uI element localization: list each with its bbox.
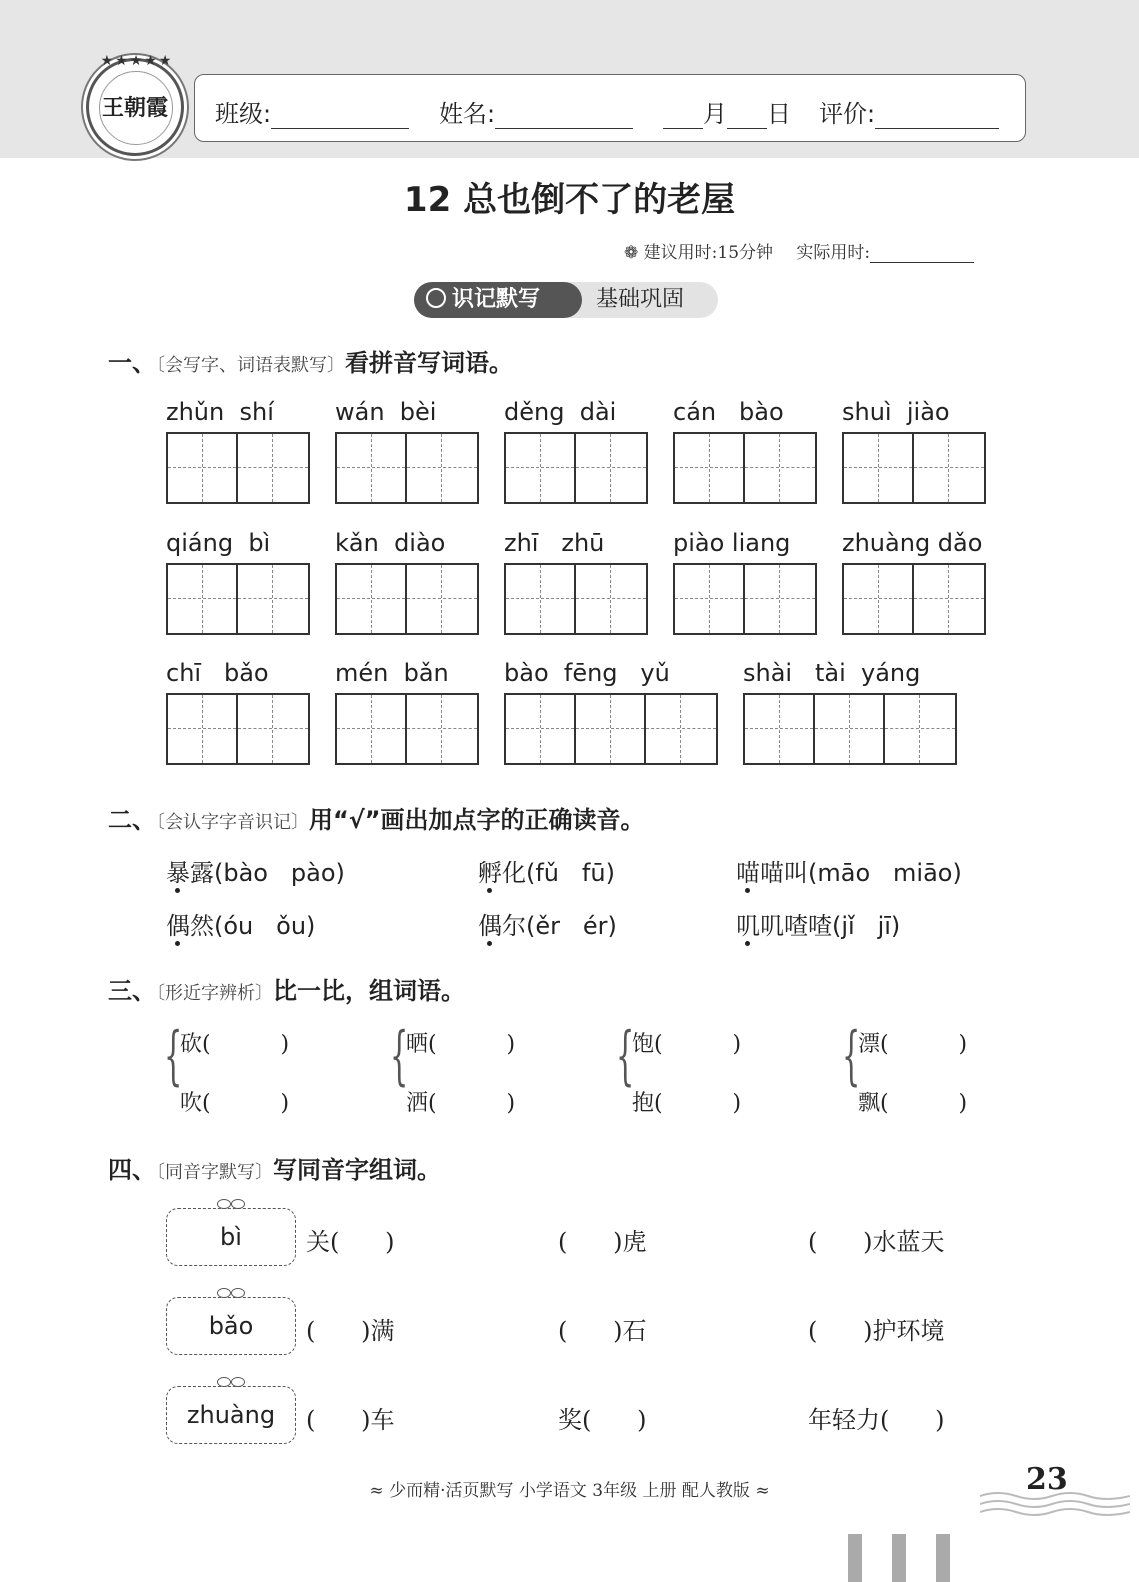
tianzige-cell[interactable] xyxy=(885,695,955,763)
rating-label: 评价: xyxy=(819,100,876,128)
tianzige-cell[interactable] xyxy=(576,695,646,763)
logo-text: 王朝霞 xyxy=(101,95,168,121)
brace-icon: { xyxy=(616,1019,635,1093)
writing-grid[interactable] xyxy=(166,563,310,635)
name-field xyxy=(439,94,633,129)
emphasis-dot xyxy=(175,888,180,893)
tianzige-cell[interactable] xyxy=(576,434,646,502)
suggested-time: 建议用时:15分钟 xyxy=(643,243,774,263)
month-label: 月 xyxy=(703,100,727,128)
writing-grid[interactable] xyxy=(673,432,817,504)
class-input[interactable] xyxy=(271,106,409,129)
writing-grid[interactable] xyxy=(335,432,479,504)
word-blank[interactable]: 飘( ) xyxy=(858,1091,968,1116)
writing-grid[interactable] xyxy=(504,432,648,504)
tianzige-cell[interactable] xyxy=(506,434,576,502)
pinyin-label: shuì jiào xyxy=(842,398,950,426)
bow-icon xyxy=(217,1199,245,1209)
word-blank[interactable]: 晒( ) xyxy=(406,1032,516,1057)
writing-grid[interactable] xyxy=(842,563,986,635)
tianzige-cell[interactable] xyxy=(407,565,477,633)
pinyin-box xyxy=(166,1386,296,1444)
writing-grid[interactable] xyxy=(335,563,479,635)
pinyin-label: piào liang xyxy=(673,529,791,557)
tianzige-cell[interactable] xyxy=(506,565,576,633)
bow-icon xyxy=(217,1288,245,1298)
time-bar xyxy=(624,238,974,263)
reading-item[interactable]: 喵喵叫(māo miāo) xyxy=(736,859,962,887)
class-label: 班级: xyxy=(215,100,272,128)
tianzige-cell[interactable] xyxy=(168,434,238,502)
homophone-blank[interactable]: 关( ) xyxy=(306,1228,395,1256)
date-field xyxy=(663,94,791,129)
tianzige-cell[interactable] xyxy=(844,565,914,633)
tianzige-cell[interactable] xyxy=(407,434,477,502)
page-tab xyxy=(848,1534,862,1582)
tianzige-cell[interactable] xyxy=(815,695,885,763)
question-4-heading: 四、〔同音字默写〕写同音字组词。 xyxy=(108,1156,441,1184)
tianzige-cell[interactable] xyxy=(337,565,407,633)
homophone-blank[interactable]: 年轻力( ) xyxy=(808,1406,945,1434)
homophone-blank[interactable]: 奖( ) xyxy=(558,1406,647,1434)
pinyin-label: zhǔn shí xyxy=(166,398,274,426)
name-label: 姓名: xyxy=(439,100,496,128)
star-icons: ★★★★★ xyxy=(100,53,174,69)
tianzige-cell[interactable] xyxy=(337,434,407,502)
pinyin-label: zhuàng dǎo xyxy=(842,529,983,557)
homophone-blank[interactable]: ( )虎 xyxy=(558,1228,647,1256)
brand-logo xyxy=(86,53,184,156)
pinyin-label: děng dài xyxy=(504,398,617,426)
rating-field xyxy=(819,94,999,129)
homophone-blank[interactable]: ( )护环境 xyxy=(808,1317,945,1345)
pinyin-label: zhī zhū xyxy=(504,529,605,557)
pinyin-label: qiáng bì xyxy=(166,529,271,557)
pinyin-box xyxy=(166,1208,296,1266)
page-tab xyxy=(892,1534,906,1582)
emphasis-dot xyxy=(745,941,750,946)
pinyin-box xyxy=(166,1297,296,1355)
reading-item[interactable]: 偶然(óu ǒu) xyxy=(166,912,316,940)
brace-icon: { xyxy=(842,1019,861,1093)
section-pill xyxy=(414,282,718,318)
month-input[interactable] xyxy=(663,106,703,129)
medal-icon xyxy=(426,288,446,308)
homophone-blank[interactable]: ( )车 xyxy=(306,1406,395,1434)
lesson-title: 12 总也倒不了的老屋 xyxy=(403,180,736,220)
tianzige-cell[interactable] xyxy=(168,565,238,633)
pinyin-text: zhuàng xyxy=(186,1401,276,1429)
class-field xyxy=(215,94,409,129)
tianzige-cell[interactable] xyxy=(238,434,308,502)
actual-time-input[interactable] xyxy=(870,246,974,263)
word-blank[interactable]: 吹( ) xyxy=(180,1091,290,1116)
wave-decoration xyxy=(980,1488,1130,1520)
pinyin-label: chī bǎo xyxy=(166,659,269,687)
bow-icon xyxy=(217,1377,245,1387)
tianzige-cell[interactable] xyxy=(675,434,745,502)
tianzige-cell[interactable] xyxy=(168,695,238,763)
homophone-blank[interactable]: ( )水蓝天 xyxy=(808,1228,945,1256)
pinyin-text: bì xyxy=(220,1223,242,1251)
pinyin-label: bào fēng yǔ xyxy=(504,659,670,687)
emphasis-dot xyxy=(745,888,750,893)
reading-item[interactable]: 叽叽喳喳(jǐ jī) xyxy=(736,912,901,940)
tianzige-cell[interactable] xyxy=(646,695,716,763)
section-pill-dark: 识记默写 xyxy=(414,282,582,318)
tianzige-cell[interactable] xyxy=(745,695,815,763)
pinyin-label: wán bèi xyxy=(335,398,437,426)
brace-icon: { xyxy=(164,1019,183,1093)
page-tab xyxy=(936,1534,950,1582)
day-input[interactable] xyxy=(727,106,767,129)
pinyin-label: cán bào xyxy=(673,398,784,426)
tianzige-cell[interactable] xyxy=(238,565,308,633)
writing-grid[interactable] xyxy=(504,693,718,765)
tianzige-cell[interactable] xyxy=(675,565,745,633)
writing-grid[interactable] xyxy=(842,432,986,504)
tianzige-cell[interactable] xyxy=(407,695,477,763)
tianzige-cell[interactable] xyxy=(745,434,815,502)
homophone-blank[interactable]: ( )满 xyxy=(306,1317,395,1345)
tianzige-cell[interactable] xyxy=(914,434,984,502)
homophone-blank[interactable]: ( )石 xyxy=(558,1317,647,1345)
actual-time-label: 实际用时: xyxy=(796,243,871,263)
writing-grid[interactable] xyxy=(166,432,310,504)
word-blank[interactable]: 洒( ) xyxy=(406,1091,516,1116)
reading-item[interactable]: 暴露(bào pào) xyxy=(166,859,345,887)
name-input[interactable] xyxy=(495,106,633,129)
tianzige-cell[interactable] xyxy=(576,565,646,633)
writing-grid[interactable] xyxy=(335,693,479,765)
clock-icon: ❁ xyxy=(624,243,639,263)
writing-grid[interactable] xyxy=(166,693,310,765)
writing-grid[interactable] xyxy=(743,693,957,765)
tianzige-cell[interactable] xyxy=(506,695,576,763)
section-pill-light: 基础巩固 xyxy=(596,287,685,312)
word-blank[interactable]: 抱( ) xyxy=(632,1091,742,1116)
rating-input[interactable] xyxy=(875,106,999,129)
tianzige-cell[interactable] xyxy=(844,434,914,502)
tianzige-cell[interactable] xyxy=(745,565,815,633)
writing-grid[interactable] xyxy=(504,563,648,635)
pinyin-label: kǎn diào xyxy=(335,529,446,557)
tianzige-cell[interactable] xyxy=(238,695,308,763)
pinyin-label: mén bǎn xyxy=(335,659,449,687)
reading-item[interactable]: 偶尔(ěr ér) xyxy=(478,912,617,940)
tianzige-cell[interactable] xyxy=(337,695,407,763)
pinyin-label: shài tài yáng xyxy=(743,659,921,687)
tianzige-cell[interactable] xyxy=(914,565,984,633)
writing-grid[interactable] xyxy=(673,563,817,635)
word-blank[interactable]: 饱( ) xyxy=(632,1032,742,1057)
day-label: 日 xyxy=(767,100,791,128)
word-blank[interactable]: 漂( ) xyxy=(858,1032,968,1057)
emphasis-dot xyxy=(487,888,492,893)
student-info-box xyxy=(194,74,1026,142)
footer-text: ≈ 少而精·活页默写 小学语文 3年级 上册 配人教版 ≈ xyxy=(369,1481,770,1501)
page-number: 23 xyxy=(1026,1462,1068,1497)
question-2-heading: 二、〔会认字字音识记〕用“√”画出加点字的正确读音。 xyxy=(108,806,645,834)
word-blank[interactable]: 砍( ) xyxy=(180,1032,290,1057)
emphasis-dot xyxy=(175,941,180,946)
emphasis-dot xyxy=(487,941,492,946)
brace-icon: { xyxy=(390,1019,409,1093)
pinyin-text: bǎo xyxy=(208,1312,254,1340)
reading-item[interactable]: 孵化(fǔ fū) xyxy=(478,859,615,887)
question-3-heading: 三、〔形近字辨析〕比一比，组词语。 xyxy=(108,977,465,1005)
question-1-heading: 一、〔会写字、词语表默写〕看拼音写词语。 xyxy=(108,349,513,377)
